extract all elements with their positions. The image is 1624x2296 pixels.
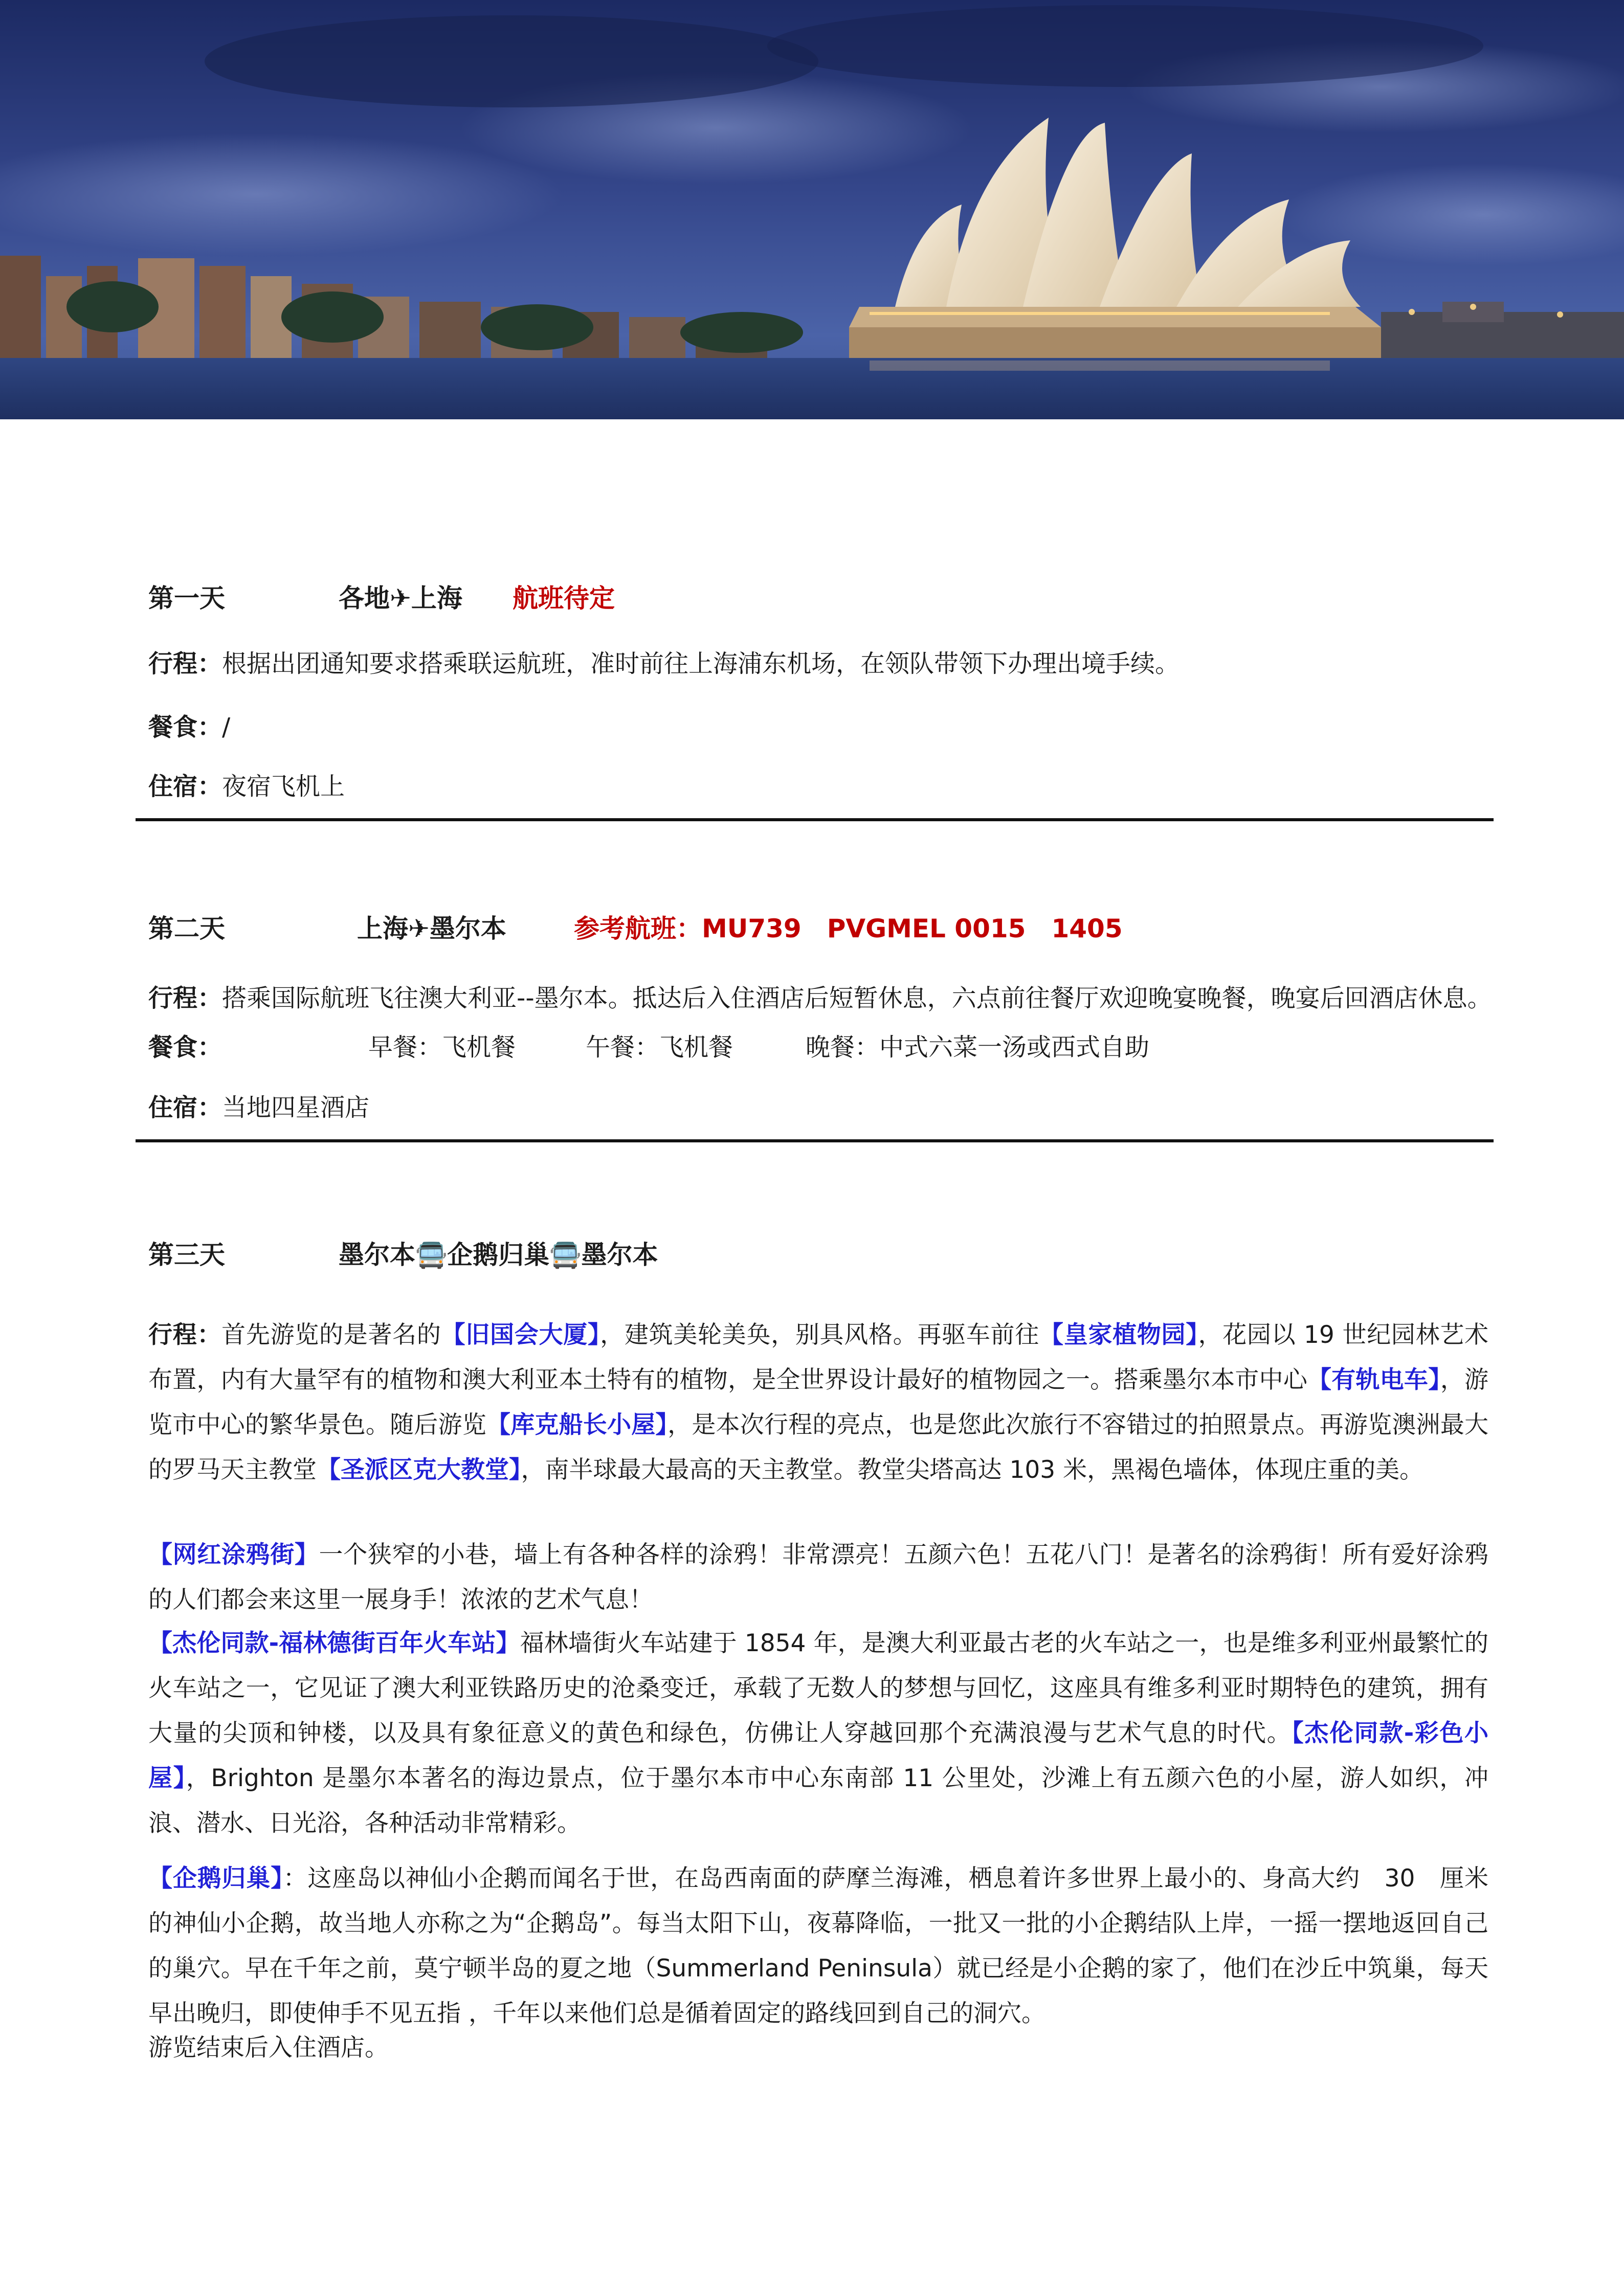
day2-label: 第二天 [148, 914, 225, 943]
day1-route: 各地✈上海 [339, 583, 462, 613]
day1-hotel-text: 夜宿飞机上 [222, 772, 345, 801]
day3-p1-text-4: ，是本次行程的亮点，也是您此次旅行不容错过的拍照景点。再游览澳洲最大的罗马天主教堂 [148, 1411, 1489, 1484]
day2-itinerary [148, 983, 1492, 1014]
day3-p1-text-0: 首先游览的是著名的 [221, 1321, 441, 1349]
highlight-brighton-bathing-boxes: 【杰伦同款-彩色小屋】 [148, 1719, 1488, 1792]
day1-divider [136, 818, 1494, 821]
day2-divider [136, 1139, 1494, 1142]
highlight-royal-botanic-gardens: 【皇家植物园】 [1039, 1321, 1198, 1349]
day2-route: 上海✈墨尔本 [357, 914, 506, 943]
day3-p3-text-1: ，Brighton 是墨尔本著名的海边景点，位于墨尔本市中心东南部 11 公里处，沙滩上有五颜六色的小屋，游人如织，冲浪、潜水、日光浴，各种活动非常精彩。 [148, 1764, 1489, 1837]
day2-itinerary-label: 行程： [148, 984, 223, 1012]
highlight-cooks-cottage: 【库克船长小屋】 [486, 1411, 668, 1439]
highlight-penguin-parade: 【企鹅归巢】 [148, 1864, 283, 1893]
day2-meals [148, 1032, 1488, 1063]
day3-p1-text-1: ，建筑美轮美奂，别具风格。再驱车前往 [600, 1321, 1039, 1349]
day1-meals-text: / [222, 713, 231, 741]
day2-hotel-text: 当地四星酒店 [222, 1093, 370, 1122]
day2-dinner: 晚餐：中式六菜一汤或西式自助 [806, 1033, 1150, 1062]
day1-label: 第一天 [148, 583, 225, 613]
day3-paragraph-3 [148, 1621, 1488, 1846]
day1-itinerary [148, 648, 1488, 679]
day3-paragraph-1 [148, 1313, 1488, 1493]
day1-flight: 航班待定 [513, 583, 615, 613]
day2-meals-label: 餐食： [148, 1033, 223, 1062]
highlight-graffiti-lane: 【网红涂鸦街】 [148, 1541, 319, 1569]
day3-p3-text-0: 福林墙街火车站建于 1854 年，是澳大利亚最古老的火车站之一，也是维多利亚州最繁忙的火车站之一，它见证了澳大利亚铁路历史的沧桑变迁，承载了无数人的梦想与回忆，这座具有维多利亚时期特色的建筑，拥有大量的尖顶和钟楼，以及具有象征意义的黄色和绿色，仿佛让人穿越回那个充满浪漫与艺术气息的时代。 [148, 1629, 1488, 1747]
day3-route: 墨尔本🚍企鹅归巢🚍墨尔本 [339, 1240, 658, 1270]
highlight-tram: 【有轨电车】 [1307, 1366, 1440, 1394]
day2-hotel-label: 住宿： [148, 1093, 223, 1122]
day2-lunch: 午餐：飞机餐 [586, 1033, 733, 1062]
day3-header [148, 1240, 658, 1270]
highlight-old-parliament: 【旧国会大厦】 [441, 1321, 600, 1349]
day3-p2-text: 一个狭窄的小巷，墙上有各种各样的涂鸦！非常漂亮！五颜六色！五花八门！是著名的涂鸦街！所有爱好涂鸦的人们都会来这里一展身手！浓浓的艺术气息！ [148, 1541, 1489, 1614]
day3-p1-text-2: ，花园以 19 世纪园林艺术布置，内有大量罕有的植物和澳大利亚本土特有的植物，是全世界设计最好的植物园之一。搭乘墨尔本市中心 [148, 1321, 1489, 1394]
highlight-flinders-street-station: 【杰伦同款-福林德街百年火车站】 [148, 1629, 520, 1657]
day2-header [148, 913, 1123, 944]
day1-header [148, 583, 615, 614]
day1-hotel-label: 住宿： [148, 772, 223, 801]
day2-itinerary-text: 搭乘国际航班飞往澳大利亚--墨尔本。抵达后入住酒店后短暂休息，六点前往餐厅欢迎晚宴晚餐，晚宴后回酒店休息。 [222, 984, 1492, 1012]
day1-itinerary-label: 行程： [148, 649, 223, 678]
day2-hotel [148, 1092, 1488, 1123]
day3-paragraph-4 [148, 1856, 1488, 2036]
day1-itinerary-text: 根据出团通知要求搭乘联运航班，准时前往上海浦东机场，在领队带领下办理出境手续。 [222, 649, 1180, 678]
day3-p1-text-5: ，南半球最大最高的天主教堂。教堂尖塔高达 103 米，黑褐色墙体，体现庄重的美。 [521, 1456, 1424, 1484]
day3-itinerary-label: 行程： [148, 1321, 222, 1349]
day3-paragraph-2 [148, 1533, 1488, 1623]
day3-p4-text: ：这座岛以神仙小企鹅而闻名于世，在岛西南面的萨摩兰海滩，栖息着许多世界上最小的、身高大约 30 厘米的神仙小企鹅，故当地人亦称之为“企鹅岛”。每当太阳下山，夜幕降临，一批又一批的小企鹅结队上岸，一摇一摆地返回自己的巢穴。早在千年之前，莫宁顿半岛的夏之地（Summerland Peninsula）就已经是小企鹅的家了，他们在沙丘中筑巢，每天早出晚归，即使伸手不见五指 ，千年以来他们总是循着固定的路线回到自己的洞穴。 [148, 1864, 1488, 2028]
highlight-st-patricks-cathedral: 【圣派区克大教堂】 [317, 1456, 521, 1484]
day3-label: 第三天 [148, 1240, 225, 1270]
day2-flight: 参考航班：MU739 PVGMEL 0015 1405 [574, 914, 1123, 943]
day1-meals [148, 712, 1488, 742]
day1-meals-label: 餐食： [148, 713, 223, 741]
day2-breakfast: 早餐：飞机餐 [368, 1033, 516, 1062]
day3-p1-text-3: ，游览市中心的繁华景色。随后游览 [148, 1366, 1489, 1439]
day3-closing: 游览结束后入住酒店。 [148, 2034, 389, 2062]
day1-hotel [148, 771, 1488, 802]
